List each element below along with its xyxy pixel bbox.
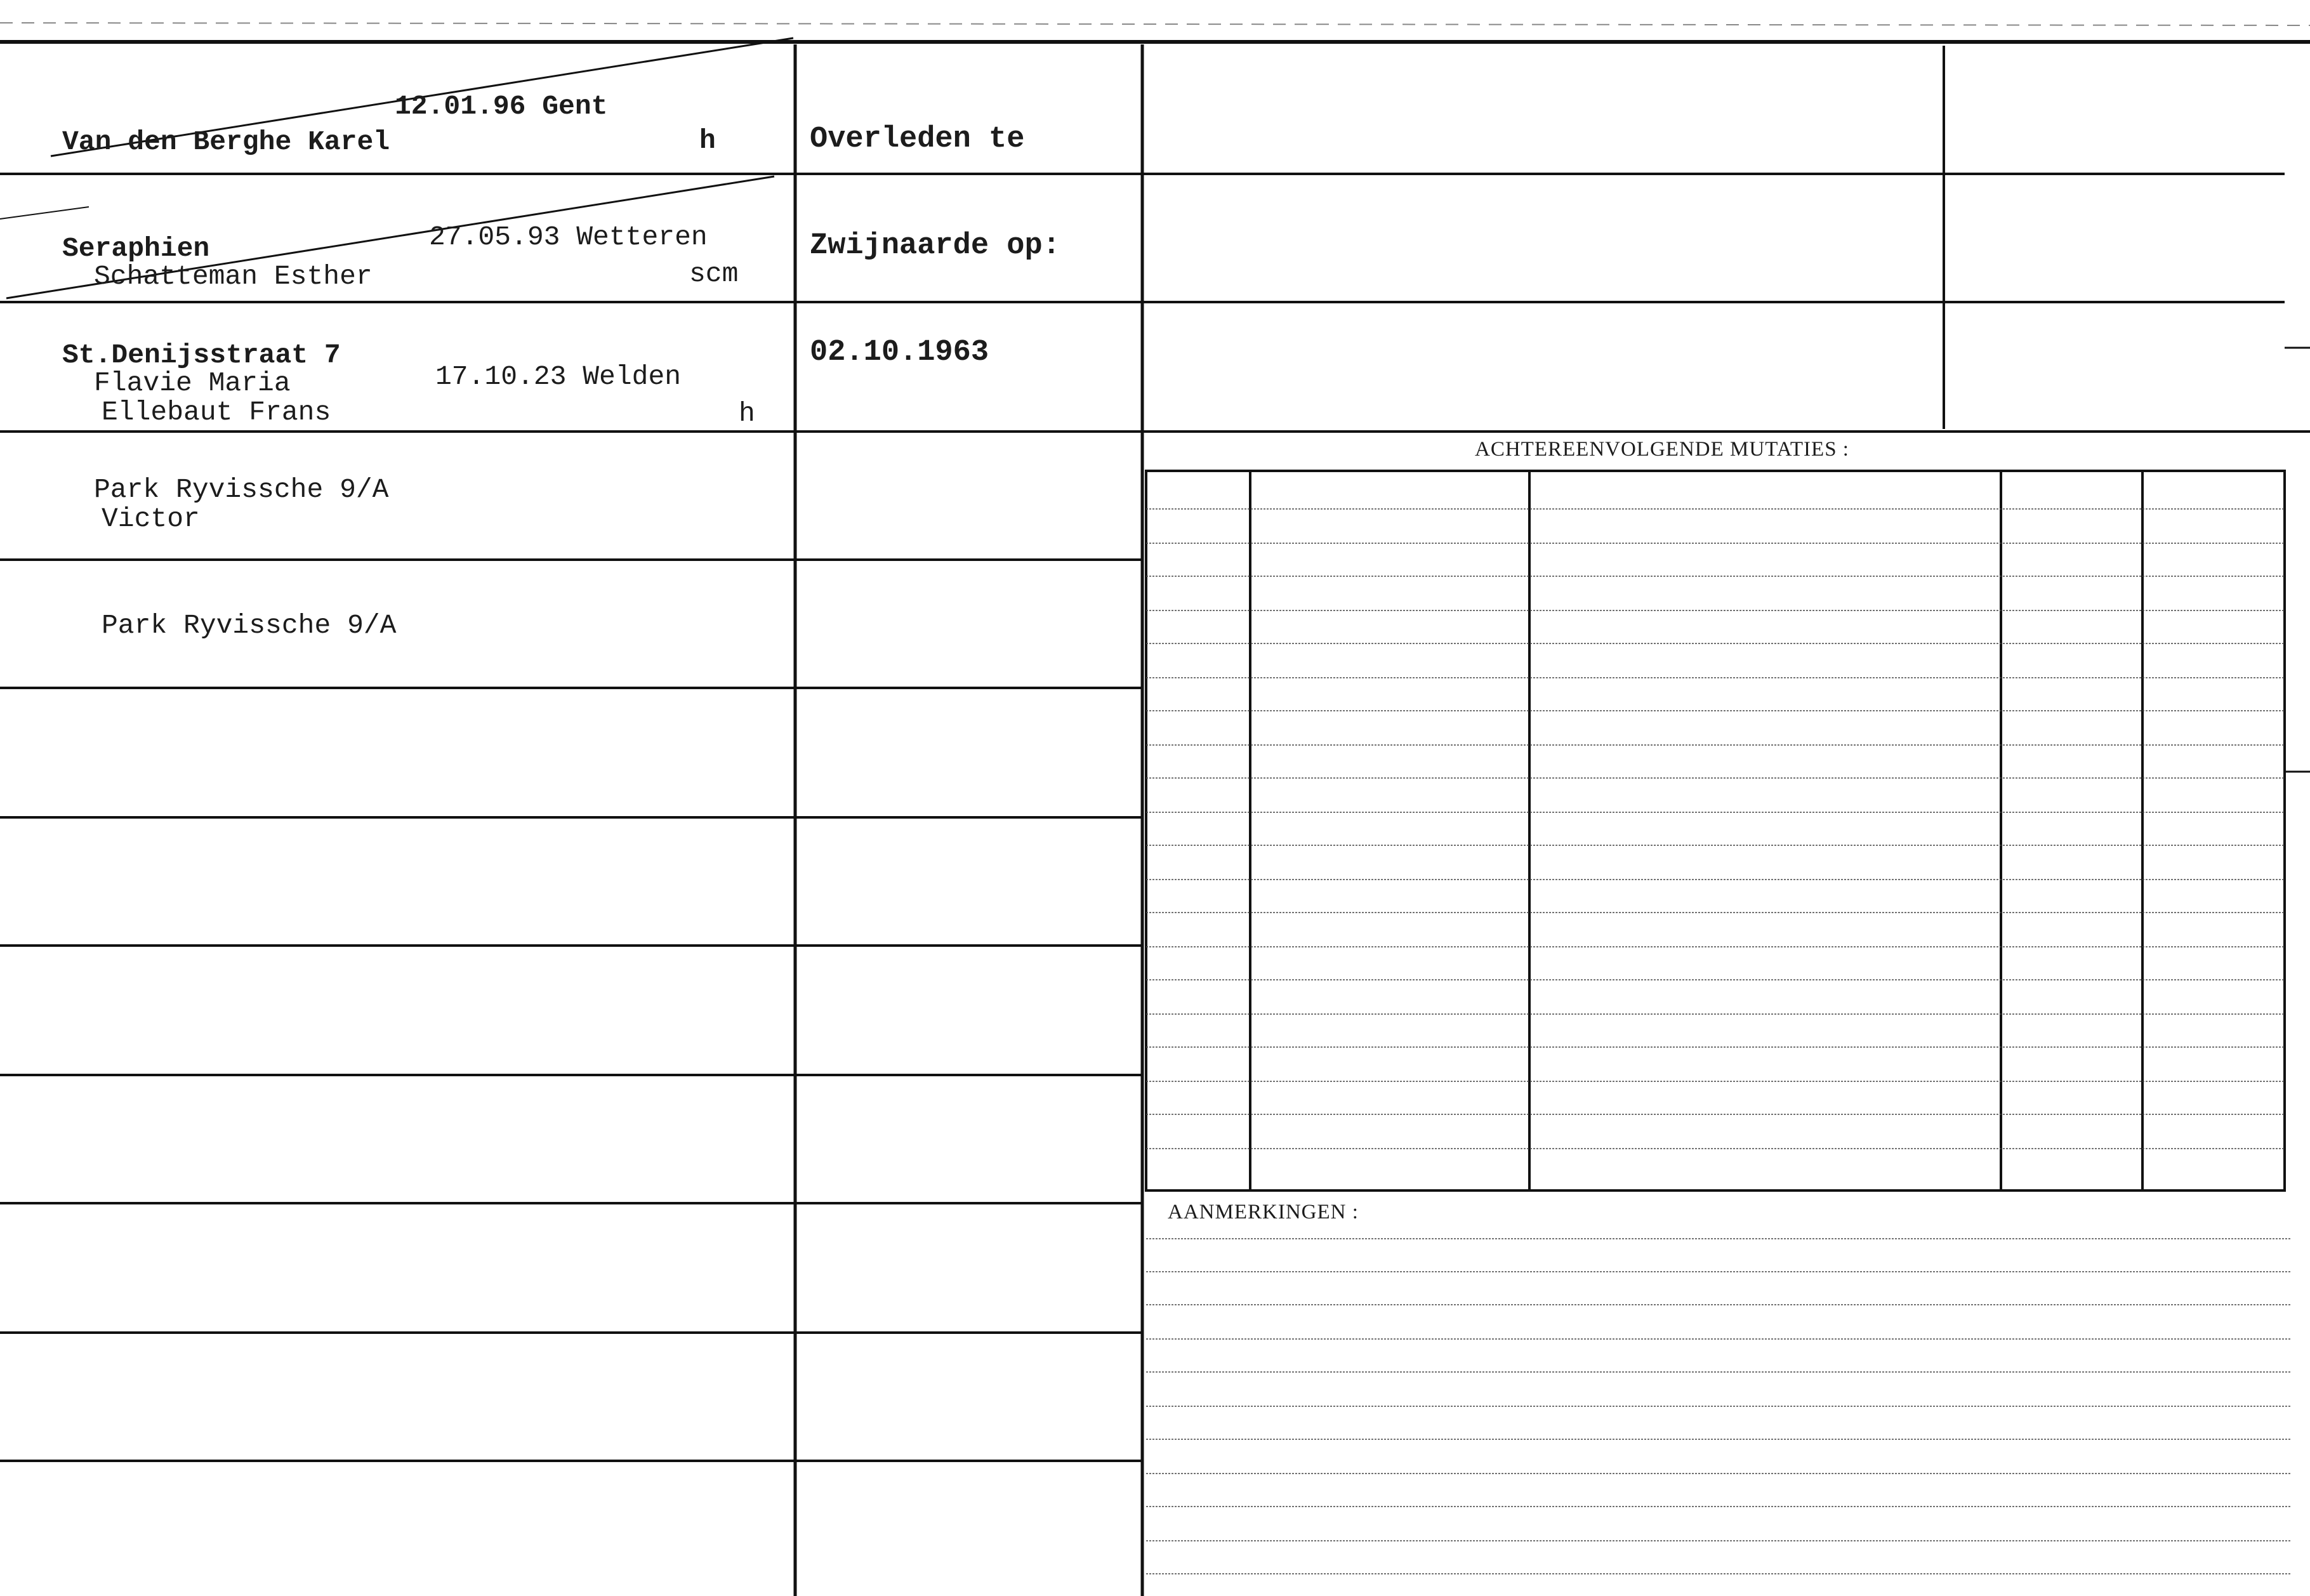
remarks-lines	[1146, 1239, 2291, 1574]
entry-3-address: Park Ryvissche 9/A	[102, 610, 397, 641]
edge-ticks	[2285, 348, 2310, 772]
entry-3	[102, 324, 396, 679]
remark-line-1: Overleden te	[810, 122, 1025, 156]
remark-line-3: 02.10.1963	[810, 336, 989, 369]
entry-2-address: Park Ryvissche 9/A	[94, 474, 389, 505]
remark-line-2: Zwijnaarde op:	[810, 229, 1060, 263]
entry-2-code: scm	[689, 258, 739, 289]
right-top-grid	[1142, 46, 2310, 432]
mutations-table	[1146, 471, 2285, 1190]
entry-2-date-place: 27.05.93 Wetteren	[429, 221, 708, 253]
entry-1-name-line2: Seraphien	[62, 233, 210, 264]
entry-1-name-line1: Van den Berghe Karel	[62, 126, 390, 157]
entry-2-name-line1: Schatteman Esther	[94, 261, 373, 292]
entry-3-date-place: 17.10.23 Welden	[435, 361, 682, 392]
entry-3-code: h	[739, 398, 755, 429]
remarks-title: AANMERKINGEN :	[1168, 1201, 1359, 1223]
entry-1-remark	[810, 51, 1060, 406]
top-dashed-edge	[0, 23, 2310, 25]
mutations-title: ACHTEREENVOLGENDE MUTATIES :	[1475, 438, 1849, 461]
entry-2-name-line2: Flavie Maria	[94, 367, 291, 399]
entry-1-date-place: 12.01.96 Gent	[395, 91, 608, 122]
entry-1-address: St.Denijsstraat 7	[62, 340, 341, 371]
entry-3-name-line1: Ellebaut Frans	[102, 397, 331, 428]
entry-3-name-line2: Victor	[102, 503, 200, 534]
entry-1-code: h	[699, 125, 716, 156]
